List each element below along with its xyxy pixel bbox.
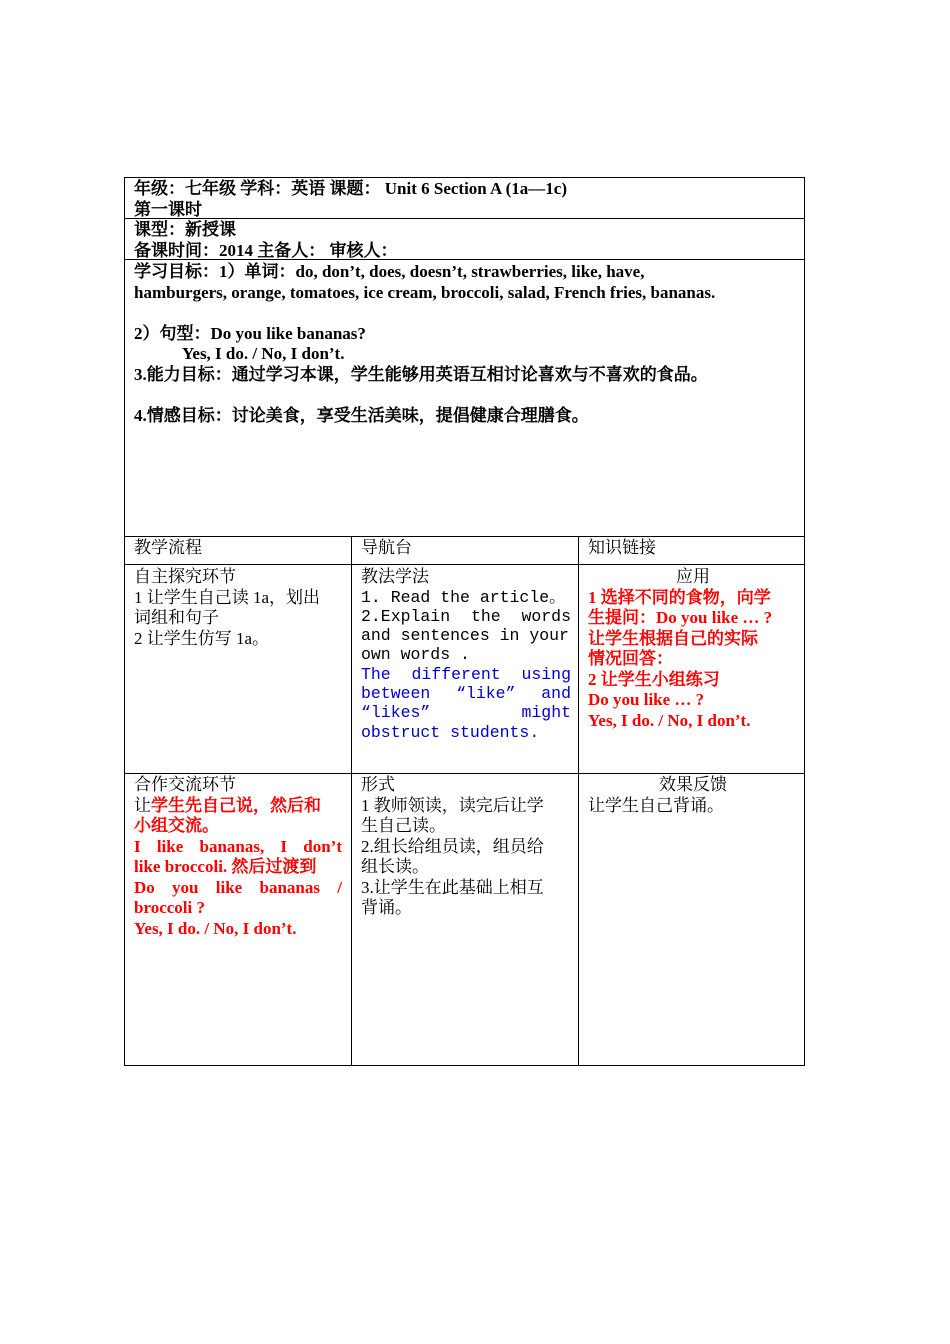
method-line [361,607,571,626]
row2-word: bananas [259,877,320,897]
application-line: 2 让学生小组练习 [588,669,720,689]
method-word: words [521,606,571,626]
row2-word: don’t [303,836,342,856]
application-line: Do you like … ? [588,690,705,709]
row1-application-title: 应用 [676,567,710,586]
row2-process-line: Yes, I do. / No, I don’t. [134,918,297,938]
goals-cell [134,262,715,426]
row1-process-cell [134,567,320,649]
form-line: 3.让学生在此基础上相互 [361,877,544,897]
goal-sentence: 2）句型：Do you like bananas? [134,323,366,343]
row2-word: like [156,836,184,856]
form-line: 背诵。 [361,898,412,917]
col-header-process: 教学流程 [134,538,202,557]
goal-sentence-answer: Yes, I do. / No, I don’t. [182,344,345,363]
row2-process-title: 合作交流环节 [134,775,236,794]
header-line-1 [134,179,567,200]
row1-process-line: 2 让学生仿写 1a。 [134,628,270,648]
application-line: 1 选择不同的食物，向学 [588,587,771,607]
lesson-number: 第一课时 [134,199,202,219]
method-note-line [361,665,571,684]
feedback-line: 让学生自己背诵。 [588,795,724,815]
application-line: 让学生根据自己的实际 [588,628,758,648]
method-line: own words . [361,645,470,665]
form-line: 2.组长给组员读，组员给 [361,836,544,856]
grade-subject-topic: 年级：七年级 学科：英语 课题： Unit 6 Section A (1a—1c) [134,179,568,198]
row-divider-5 [124,773,805,774]
method-note-word: “likes” [361,703,431,723]
row2-process-line: 小组交流。 [134,816,219,835]
row1-process-line: 词组和句子 [134,608,219,627]
header-cell [134,179,567,220]
row1-method-cell [361,567,571,742]
form-line: 1 教师领读，读完后让学 [361,795,544,815]
method-note-line: obstruct students. [361,722,540,742]
column-divider-1 [351,536,352,1066]
row2-word: bananas, [199,836,265,856]
type-cell [134,220,398,261]
method-word: the [470,606,501,626]
row2-process-line: broccoli ? [134,898,205,917]
column-divider-2 [578,536,579,1066]
goal-vocab-line-2: hamburgers, orange, tomatoes, ice cream, broccoli, salad, French fries, bananas. [134,282,716,302]
row2-form-cell [361,775,544,919]
row2-process-line: like broccoli. 然后过渡到 [134,857,317,876]
method-word: 2.Explain [361,606,451,626]
col-header-navigation: 导航台 [361,538,412,557]
form-line: 组长读。 [361,857,429,876]
row2-process-line [134,837,342,858]
row2-form-title: 形式 [361,775,395,794]
application-line: 情况回答： [588,649,673,668]
row2-process-cell [134,775,342,939]
row1-method-title: 教法学法 [361,567,429,586]
row2-text-black: 让 [134,795,151,815]
application-line: 生提问：Do you like … ? [588,608,773,627]
form-line: 生自己读。 [361,816,446,835]
table-border-top [124,177,805,178]
method-note-word: The [361,664,391,684]
row2-process-line [134,878,342,899]
row-divider-3 [124,536,805,537]
lesson-type: 课型：新授课 [134,220,236,239]
row-divider-4 [124,564,805,565]
row2-word: like [215,877,243,897]
row1-application-cell [588,567,798,731]
method-line: and sentences in your [361,626,569,646]
method-note-word: between [361,683,431,703]
row2-text-red: 学生先自己说，然后和 [151,795,321,815]
goal-vocab-line-1: 学习目标：1）单词：do, don’t, does, doesn’t, strawberries, like, have, [134,262,645,281]
method-note-word: “like” [456,683,516,703]
row2-word: Do [134,877,155,897]
method-note-word: and [541,683,571,703]
method-note-word: different [411,664,501,684]
goal-emotion: 4.情感目标：讨论美食，享受生活美味，提倡健康合理膳食。 [134,405,589,425]
row2-feedback-title: 效果反馈 [659,775,727,794]
table-border-right [804,177,805,1066]
method-note-word: using [521,664,571,684]
method-note-line [361,684,571,703]
row2-word: I [280,836,288,856]
table-border-bottom [124,1065,805,1066]
method-line: 1. Read the article。 [361,587,566,607]
table-border-left [124,177,125,1066]
row2-word: I [134,836,141,856]
row1-process-line: 1 让学生自己读 1a，划出 [134,587,321,607]
method-note-line [361,703,571,722]
row2-word: you [172,877,199,897]
row1-process-title: 自主探究环节 [134,567,236,586]
application-line: Yes, I do. / No, I don’t. [588,710,751,730]
row2-word: / [337,877,342,897]
row2-feedback-cell [588,775,798,816]
method-note-word: might [521,703,571,723]
goal-ability: 3.能力目标：通过学习本课，学生能够用英语互相讨论喜欢与不喜欢的食品。 [134,364,708,384]
prep-info: 备课时间：2014 主备人： 审核人： [134,240,398,260]
col-header-knowledge: 知识链接 [588,538,656,557]
row2-process-line [134,796,342,817]
